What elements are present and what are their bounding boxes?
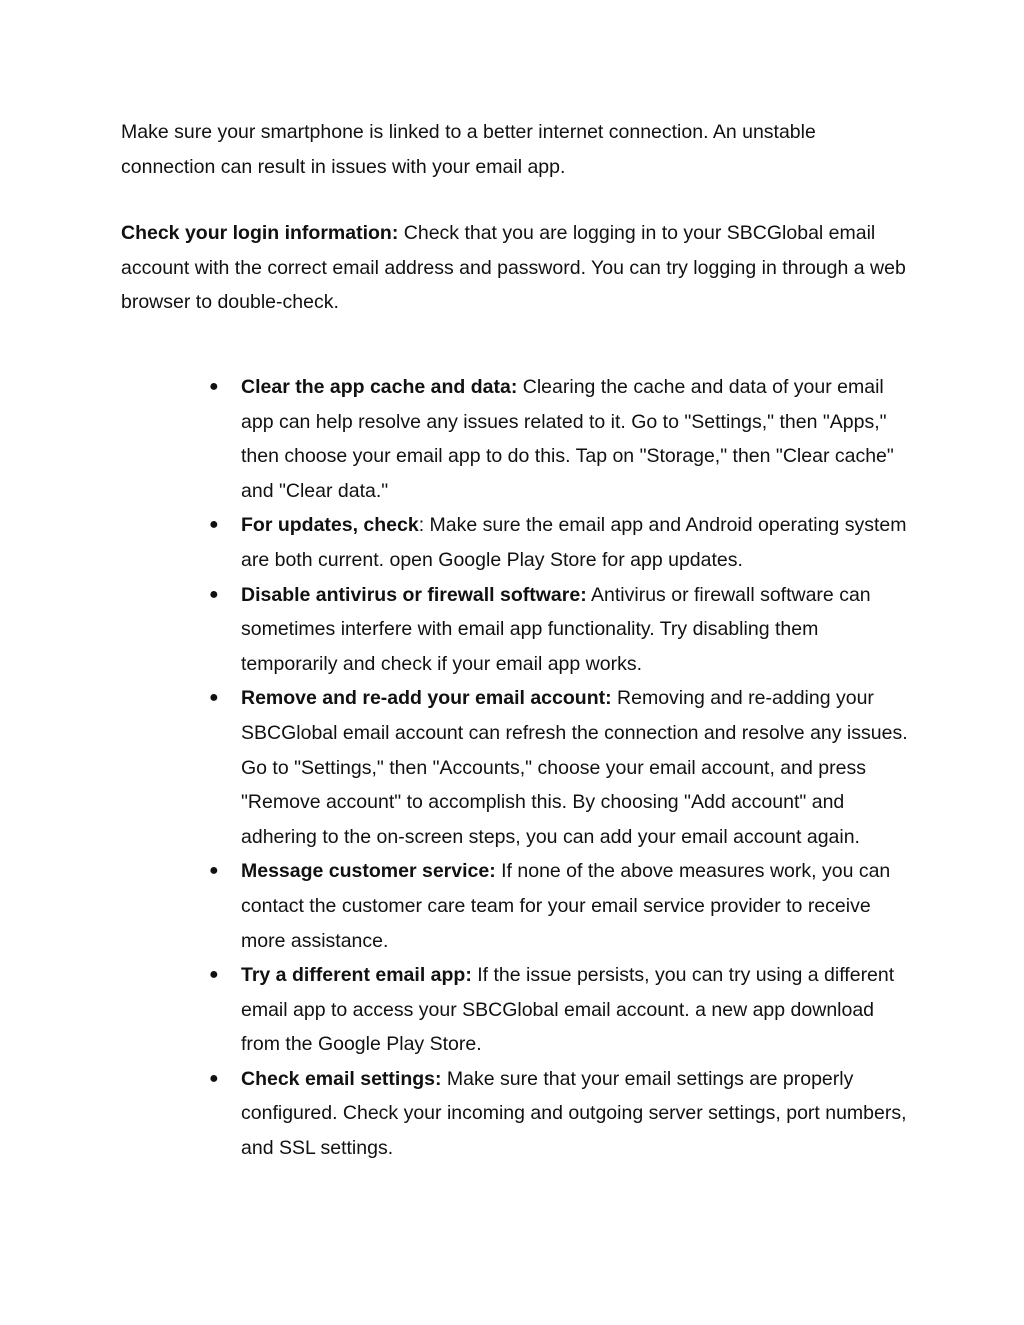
list-item-text: Antivirus or firewall software can sometimes interfere with email app functionality. Try disabling them temporarily and check if your email app works. <box>241 583 871 675</box>
paragraph-heading: Check your login information: <box>121 222 399 244</box>
bullet-icon: ● <box>209 516 219 534</box>
list-item-heading: Check email settings: <box>241 1067 442 1090</box>
troubleshooting-list <box>209 370 913 1166</box>
list-item-text: If the issue persists, you can try using a different email app to access your SBCGlobal email account. a new app download from the Google Play Store. <box>241 964 895 1056</box>
bullet-icon: ● <box>209 585 219 603</box>
list-item-customer-service <box>209 854 913 958</box>
list-item-heading: For updates, check <box>241 514 419 537</box>
list-item-heading: Try a different email app: <box>241 964 472 987</box>
paragraph-text: Check that you are logging in to your SBCGlobal email account with the correct email address and password. You can try logging in through a web browser to double-check. <box>121 222 906 314</box>
paragraph-text: Make sure your smartphone is linked to a better internet connection. An unstable connection can result in issues with your email app. <box>121 121 816 178</box>
list-item-updates <box>209 508 913 577</box>
list-item-email-settings <box>209 1062 913 1166</box>
bullet-icon: ● <box>209 1069 219 1087</box>
list-item-readd-account <box>209 681 913 854</box>
bullet-icon: ● <box>209 862 219 880</box>
list-item-text: If none of the above measures work, you can contact the customer care team for your email service provider to receive more assistance. <box>241 860 891 952</box>
bullet-icon: ● <box>209 966 219 984</box>
list-item-text: Make sure that your email settings are properly configured. Check your incoming and outgoing server settings, port numbers, and SSL settings. <box>241 1067 907 1160</box>
list-item-text: Clearing the cache and data of your email app can help resolve any issues related to it. Go to "Settings," then "Apps," then choose your email app to do this. Tap on "Storage," then "Clear cache" and "Clear data." <box>241 376 894 502</box>
list-item-heading: Clear the app cache and data: <box>241 376 518 398</box>
list-item-different-app <box>209 958 913 1062</box>
list-item-heading: Message customer service: <box>241 860 496 883</box>
list-item-heading: Disable antivirus or firewall software: <box>241 583 587 606</box>
list-item-text: : Make sure the email app and Android operating system are both current. open Google Play Store for app updates. <box>241 514 907 571</box>
intro-paragraph <box>121 115 911 184</box>
list-item-clear-cache <box>209 370 913 508</box>
list-item-text: Removing and re-adding your SBCGlobal email account can refresh the connection and resolve any issues. Go to "Settings," then "Accounts," choose your email account, and press "Remove account" to accomplish this. By choosing "Add account" and adhering to the on-screen steps, you can add your email account again. <box>241 687 908 848</box>
bullet-icon: ● <box>209 689 219 707</box>
list-item-heading: Remove and re-add your email account: <box>241 687 612 710</box>
bullet-icon: ● <box>209 378 219 395</box>
list-item-antivirus <box>209 578 913 682</box>
login-info-paragraph <box>121 216 911 320</box>
